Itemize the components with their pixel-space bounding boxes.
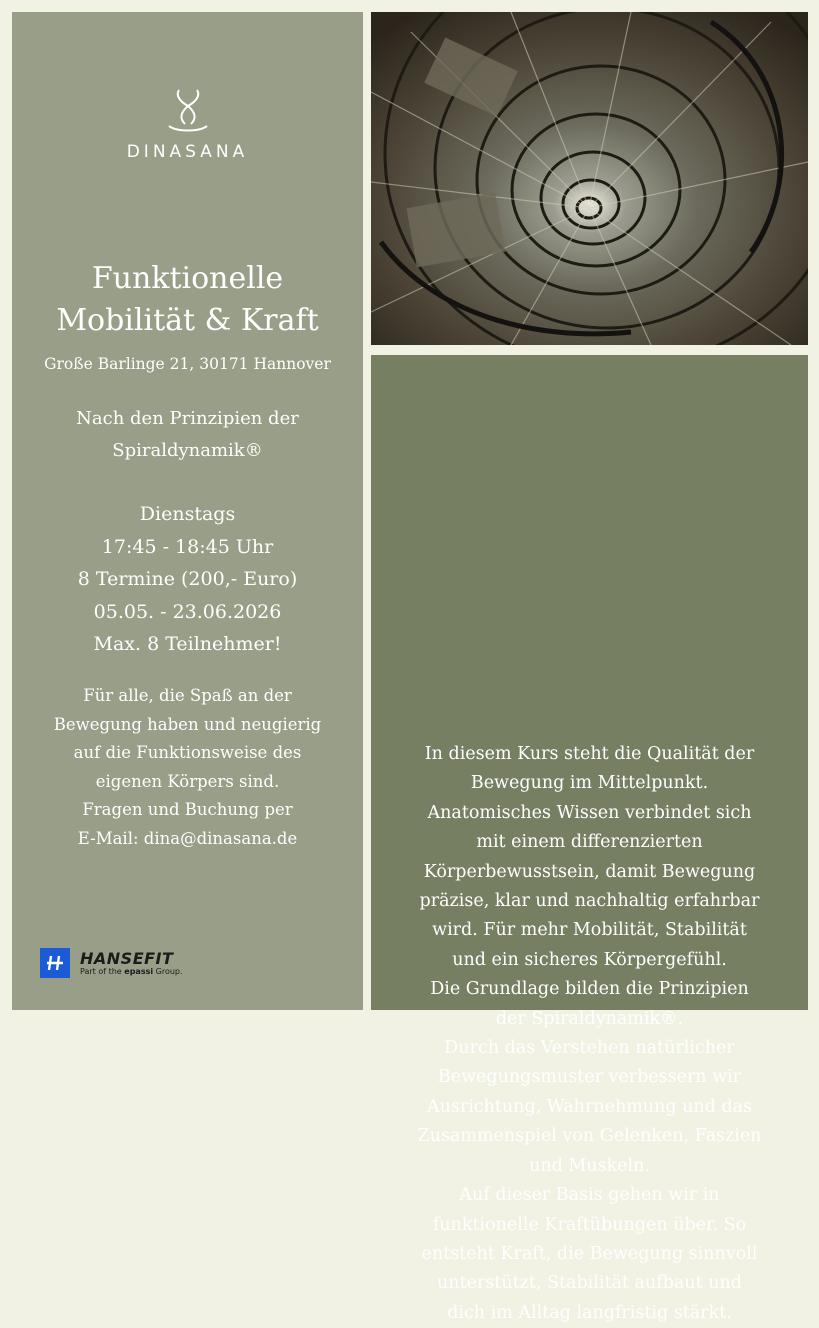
principle-line: Spiraldynamik® — [112, 440, 263, 461]
description-line: und Muskeln. — [529, 1155, 650, 1176]
right-description-panel — [371, 355, 808, 1323]
description-line: mit einem differenzierten — [476, 832, 703, 853]
info-text — [12, 682, 363, 853]
course-address: Große Barlinge 21, 30171 Hannover — [44, 355, 331, 373]
principle-line: Nach den Prinzipien der — [76, 408, 299, 429]
info-line: Für alle, die Spaß an der — [83, 686, 292, 705]
description-line: Zusammenspiel von Gelenken, Faszien — [417, 1126, 762, 1147]
schedule-time: 17:45 - 18:45 Uhr — [101, 535, 274, 558]
description-line: der Spiraldynamik®. — [495, 1008, 684, 1029]
description-line: wird. Für mehr Mobilität, Stabilität — [432, 920, 747, 941]
description-line: funktionelle Kraftübungen über. So — [432, 1214, 747, 1235]
info-line: Fragen und Buchung per — [82, 800, 293, 819]
description-line: Durch das Verstehen natürlicher — [444, 1038, 735, 1059]
hansefit-subline — [80, 967, 183, 977]
description-line: unterstützt, Stabilität aufbaut und — [437, 1273, 742, 1294]
left-info-panel — [12, 12, 363, 1010]
hansefit-sub-prefix: Part of the — [80, 966, 125, 976]
schedule-max: Max. 8 Teilnehmer! — [93, 633, 282, 655]
schedule-sessions: 8 Termine (200,- Euro) — [77, 568, 298, 590]
description-line: Anatomisches Wissen verbindet sich — [427, 802, 752, 823]
schedule-day: Dienstags — [139, 503, 236, 525]
info-line: auf die Funktionsweise des — [73, 743, 302, 762]
hansefit-logo-icon — [40, 948, 70, 978]
hansefit-sub-suffix: Group. — [153, 966, 183, 976]
description-line: und ein sicheres Körpergefühl. — [452, 949, 727, 970]
course-principle — [12, 403, 363, 467]
course-title-line: Funktionelle — [91, 261, 284, 296]
description-line: entsteht Kraft, die Bewegung sinnvoll — [421, 1243, 758, 1264]
description-line: Körperbewusstsein, damit Bewegung — [423, 861, 756, 882]
hansefit-name: HANSEFIT — [80, 948, 174, 968]
description-line: Die Grundlage bilden die Prinzipien — [430, 979, 749, 1000]
description-line: Bewegungsmuster verbessern wir — [437, 1067, 742, 1088]
description-line: Auf dieser Basis gehen wir in — [459, 1185, 720, 1206]
course-title — [12, 258, 363, 342]
info-line: eigenen Körpers sind. — [95, 771, 280, 791]
dinasana-figure-icon — [163, 86, 213, 136]
hansefit-sub-brand: epassi — [124, 966, 154, 976]
brand-name: DINASANA — [126, 142, 249, 162]
description-line: dich im Alltag langfristig stärkt. — [447, 1302, 732, 1323]
hansefit-logo — [40, 948, 183, 978]
brand-logo — [12, 86, 363, 162]
course-title-line: Mobilität & Kraft — [56, 303, 319, 338]
description-line: Ausrichtung, Wahrnehmung und das — [426, 1096, 753, 1117]
description-line: präzise, klar und nachhaltig erfahrbar — [419, 891, 760, 912]
course-schedule — [12, 498, 363, 661]
description-line: In diesem Kurs steht die Qualität der — [424, 744, 755, 764]
description-line: Bewegung im Mittelpunkt. — [470, 773, 709, 794]
info-line-email: E-Mail: dina@dinasana.de — [77, 828, 298, 848]
schedule-dates: 05.05. - 23.06.2026 — [93, 600, 282, 623]
info-line: Bewegung haben und neugierig — [53, 714, 322, 734]
spiral-staircase-photo — [371, 12, 808, 345]
course-description — [387, 740, 792, 1328]
